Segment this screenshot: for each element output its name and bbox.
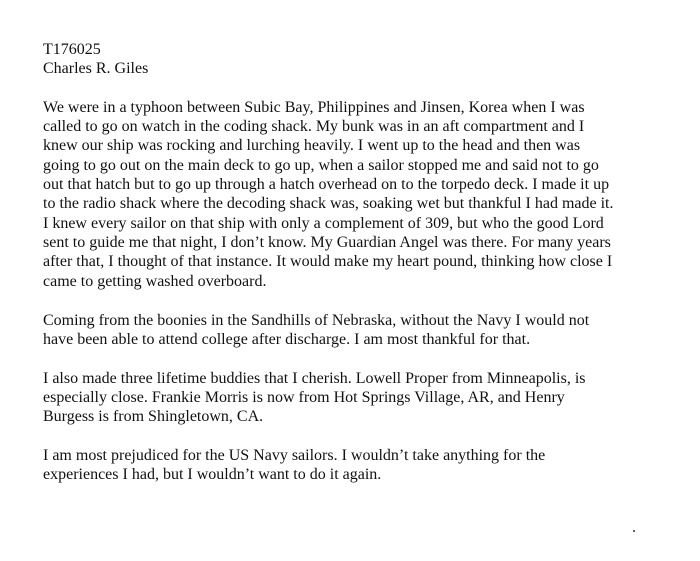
paragraph-line: after that, I thought of that instance. It would make my heart pound, thinking how close I: [43, 253, 613, 270]
paragraph-line: sent to guide me that night, I don’t know. My Guardian Angel was there. For many years: [43, 234, 611, 251]
paragraph-line: I knew every sailor on that ship with only a complement of 309, but who the good Lord: [43, 215, 604, 232]
scan-speck: [633, 530, 635, 532]
author-name: Charles R. Giles: [43, 60, 149, 77]
paragraph-line: Coming from the boonies in the Sandhills of Nebraska, without the Navy I would not: [43, 312, 590, 329]
paragraph-line: I also made three lifetime buddies that I cherish. Lowell Proper from Minneapolis, is: [43, 370, 586, 387]
paragraph-line: going to go out on the main deck to go up, when a sailor stopped me and said not to go: [43, 157, 599, 174]
paragraph-line: to the radio shack where the decoding shack was, soaking wet but thankful I had made it.: [43, 195, 614, 212]
paragraph-line: have been able to attend college after discharge. I am most thankful for that.: [43, 331, 531, 348]
paragraph-line: Burgess is from Shingletown, CA.: [43, 408, 264, 425]
paragraph-line: experiences I had, but I wouldn’t want to do it again.: [43, 466, 382, 483]
paragraph-line: came to getting washed overboard.: [43, 273, 267, 290]
paragraph-line: out that hatch but to go up through a hatch overhead on to the torpedo deck. I made it up: [43, 176, 610, 193]
paragraph-line: I am most prejudiced for the US Navy sailors. I wouldn’t take anything for the: [43, 447, 546, 464]
paragraph-line: especially close. Frankie Morris is now from Hot Springs Village, AR, and Henry: [43, 389, 565, 406]
document-id: T176025: [43, 41, 101, 58]
paragraph-line: We were in a typhoon between Subic Bay, Philippines and Jinsen, Korea when I was: [43, 99, 585, 116]
paragraph-line: called to go on watch in the coding shack. My bunk was in an aft compartment and I: [43, 118, 585, 135]
paragraph-line: knew our ship was rocking and lurching heavily. I went up to the head and then was: [43, 137, 581, 154]
